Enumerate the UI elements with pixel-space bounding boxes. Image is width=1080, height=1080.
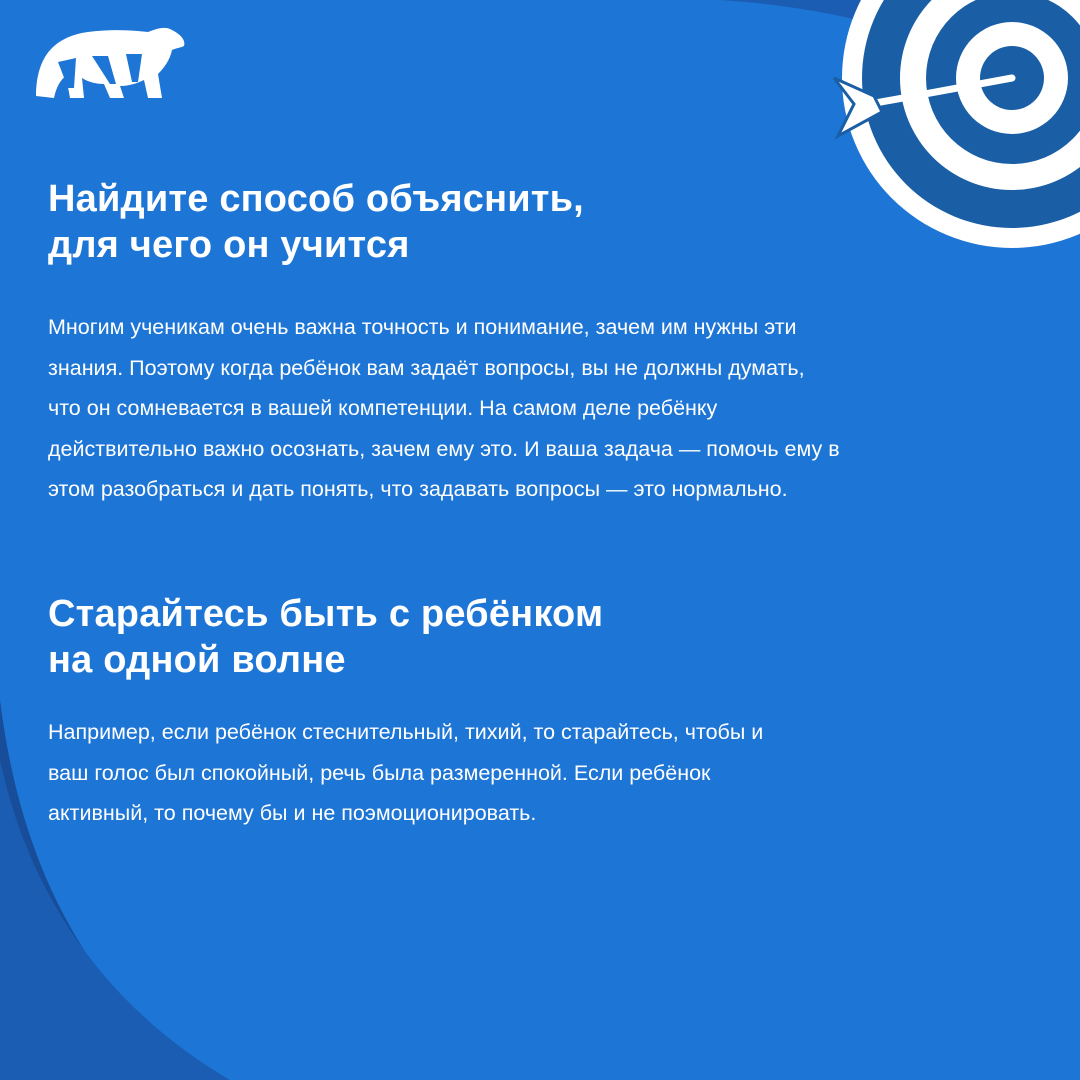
body-line: Многим ученикам очень важна точность и понимание, зачем им нужны эти [48, 315, 797, 339]
body-line: что он сомневается в вашей компетенции. На самом деле ребёнку [48, 396, 718, 420]
body-line: знания. Поэтому когда ребёнок вам задаёт вопросы, вы не должны думать, [48, 355, 805, 380]
section-2-body [48, 712, 763, 834]
body-line: активный, то почему бы и не поэмоционировать. [48, 801, 537, 825]
section-1-body [48, 307, 840, 510]
title-line: на одной волне [48, 639, 346, 681]
body-line: Например, если ребёнок стеснительный, тихий, то старайтесь, чтобы и [48, 720, 764, 744]
target-with-arrow-icon [820, 0, 1080, 250]
title-line: Старайтесь быть с ребёнком [48, 593, 604, 635]
section-1-title [48, 176, 584, 268]
section-2-title [48, 591, 603, 683]
body-line: ваш голос был спокойный, речь была размеренной. Если ребёнок [48, 760, 711, 785]
body-line: этом разобраться и дать понять, что задавать вопросы — это нормально. [48, 477, 788, 501]
body-line: действительно важно осознать, зачем ему это. И ваша задача — помочь ему в [48, 436, 840, 461]
bear-icon [30, 18, 190, 108]
title-line: для чего он учится [48, 224, 410, 266]
title-line: Найдите способ объяснить, [48, 178, 584, 220]
